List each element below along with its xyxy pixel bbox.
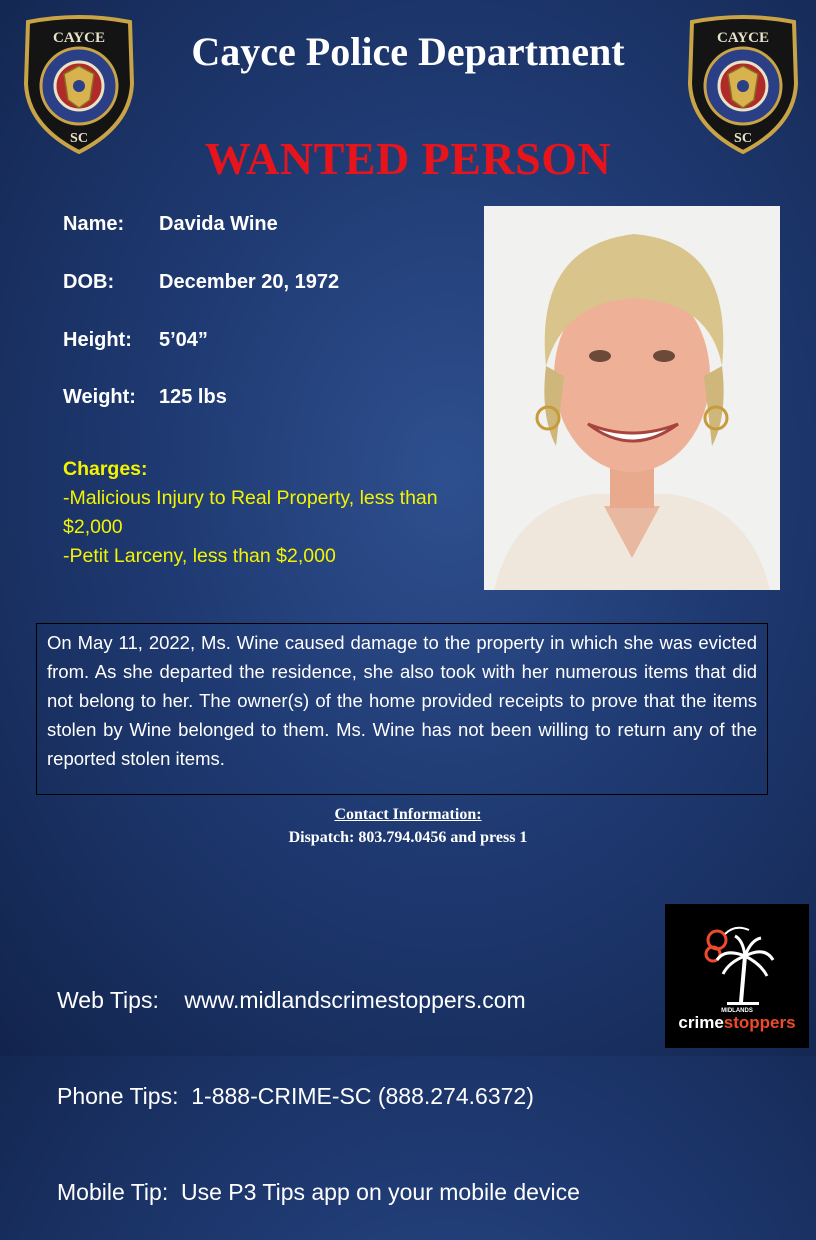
crimestoppers-brand-a: crime bbox=[678, 1013, 724, 1032]
phone-tips: Phone Tips: 1-888-CRIME-SC (888.274.6372) bbox=[57, 1083, 534, 1109]
charges-heading: Charges: bbox=[63, 458, 148, 480]
height-value: 5’04” bbox=[159, 329, 208, 351]
crimestoppers-small-text: MIDLANDS bbox=[721, 1008, 753, 1014]
badge-bottom-text: SC bbox=[70, 131, 88, 146]
incident-narrative: On May 11, 2022, Ms. Wine caused damage to the property in which she was evicted from. As she departed the residence, she also took with her numerous items that did not belong to her. The owner(s) of the home provided receipts to prove that the items stolen by Wine belonged to them. Ms. Wine has not been willing to return any of the reported stolen items. bbox=[36, 623, 768, 795]
weight-value: 125 lbs bbox=[159, 386, 227, 408]
height-label: Height: bbox=[63, 329, 132, 351]
dob-value: December 20, 1972 bbox=[159, 271, 340, 293]
wanted-heading: WANTED PERSON bbox=[204, 133, 612, 184]
badge-bottom-text: SC bbox=[734, 131, 752, 146]
charges-section bbox=[63, 455, 463, 571]
name-value: Davida Wine bbox=[159, 213, 278, 235]
suspect-photo bbox=[484, 206, 780, 590]
crimestoppers-logo bbox=[665, 904, 809, 1048]
dispatch-line: Dispatch: 803.794.0456 and press 1 bbox=[288, 829, 528, 846]
mobile-tips: Mobile Tip: Use P3 Tips app on your mobile device bbox=[57, 1179, 580, 1205]
weight-label: Weight: bbox=[63, 386, 136, 408]
badge-top-text: CAYCE bbox=[717, 30, 769, 46]
charge-item: -Malicious Injury to Real Property, less than $2,000 bbox=[63, 487, 438, 538]
badge-top-text: CAYCE bbox=[53, 30, 105, 46]
svg-text:crimestoppers bbox=[678, 1013, 795, 1032]
agency-title: Cayce Police Department bbox=[191, 29, 625, 74]
dob-label: DOB: bbox=[63, 271, 115, 293]
tips-section bbox=[57, 920, 580, 1240]
charge-item: -Petit Larceny, less than $2,000 bbox=[63, 545, 336, 567]
contact-heading: Contact Information: bbox=[334, 806, 482, 823]
crimestoppers-brand-b: stoppers bbox=[723, 1013, 796, 1032]
web-tips: Web Tips: www.midlandscrimestoppers.com bbox=[57, 987, 526, 1013]
name-label: Name: bbox=[63, 213, 125, 235]
